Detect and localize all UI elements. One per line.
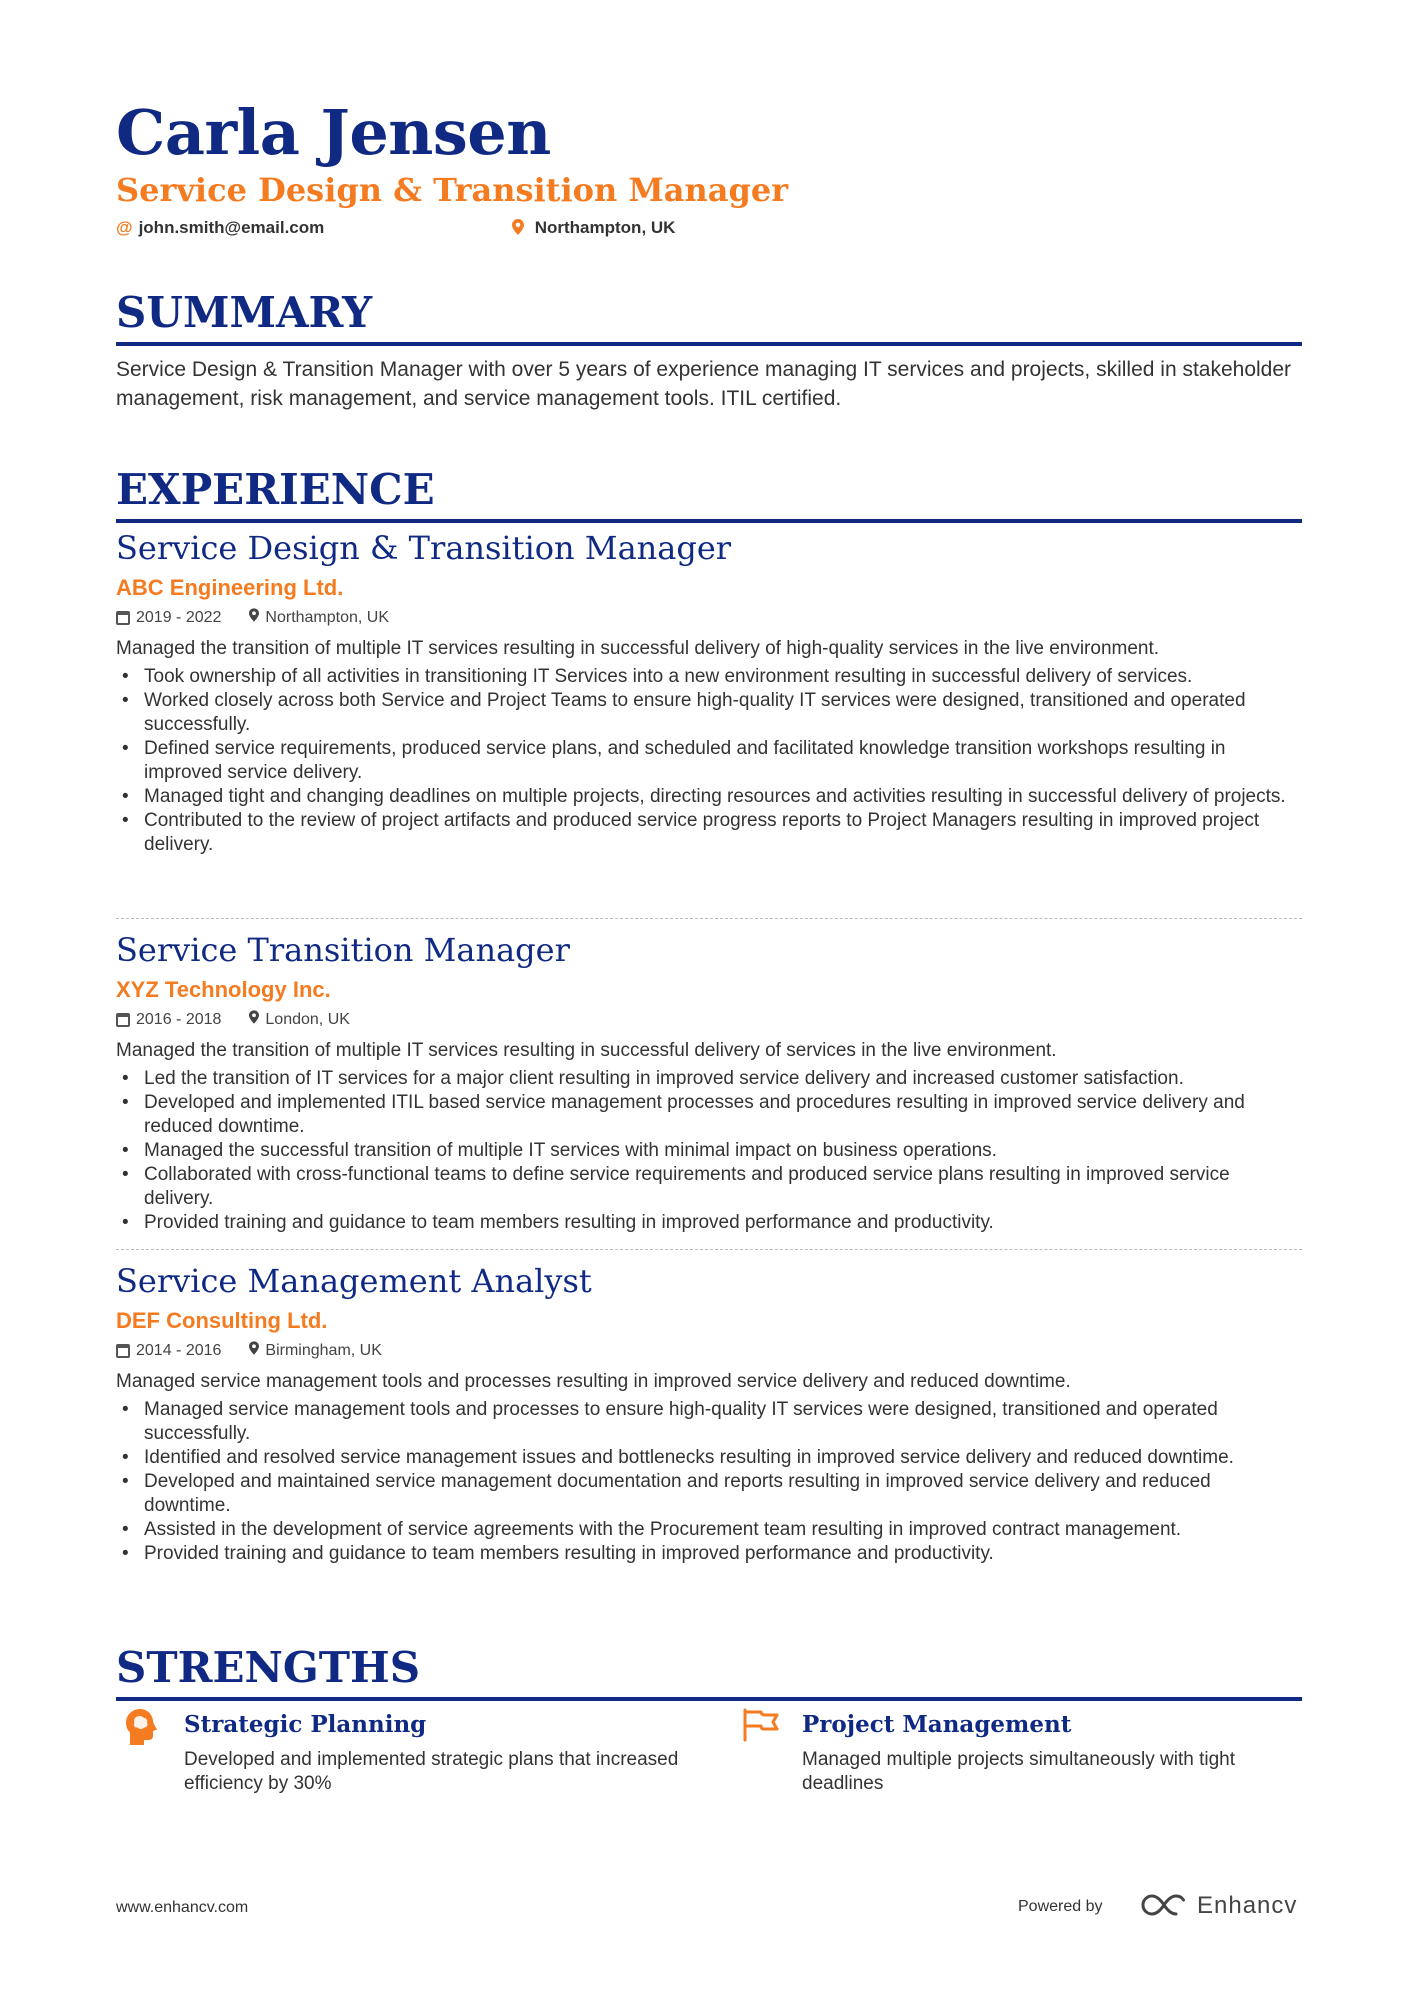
job-entry <box>116 1261 1302 1566</box>
job-company: DEF Consulting Ltd. <box>116 1308 328 1333</box>
enhancv-brand-text: Enhancv <box>1197 1892 1298 1919</box>
job-bullets <box>116 665 1302 857</box>
job-entry <box>116 930 1302 1235</box>
flag-icon <box>742 1708 776 1742</box>
job-bullets <box>116 1067 1302 1235</box>
job-divider <box>116 1249 1302 1250</box>
calendar-icon <box>116 1013 130 1027</box>
job-location: Birmingham, UK <box>265 1342 382 1359</box>
job-divider <box>116 918 1302 919</box>
job-bullets <box>116 1398 1302 1566</box>
job-dates: 2016 - 2018 <box>136 1011 222 1028</box>
job-title: Service Design & Transition Manager <box>116 529 732 567</box>
list-item: • Took ownership of all activities in transitioning IT Services into a new environment resulting in successful delivery of services. <box>116 665 1302 689</box>
strength-description: Managed multiple projects simultaneously with tight deadlines <box>802 1749 1235 1794</box>
job-company: ABC Engineering Ltd. <box>116 575 344 600</box>
summary-heading: SUMMARY <box>116 292 1302 346</box>
summary-text: Service Design & Transition Manager with over 5 years of experience managing IT services and projects, skilled in stakeholder management, risk management, and service management tools. ITIL certified. <box>116 358 1292 410</box>
location-pin-icon <box>249 1009 259 1031</box>
list-item: • Identified and resolved service management issues and bottlenecks resulting in improved service delivery and reduced downtime. <box>116 1446 1302 1470</box>
job-title: Service Transition Manager <box>116 931 570 969</box>
job-meta <box>116 1009 1302 1031</box>
location-pin-icon <box>249 607 259 629</box>
list-item: • Assisted in the development of service agreements with the Procurement team resulting in improved contract management. <box>116 1518 1302 1542</box>
experience-heading: EXPERIENCE <box>116 469 1302 523</box>
list-item: • Managed the successful transition of multiple IT services with minimal impact on business operations. <box>116 1139 1302 1163</box>
job-description: Managed service management tools and processes resulting in improved service delivery and reduced downtime. <box>116 1371 1071 1392</box>
email-text: john.smith@email.com <box>138 218 325 237</box>
list-item: • Developed and implemented ITIL based service management processes and procedures resulting in improved service delivery and reduced downtime. <box>116 1091 1302 1139</box>
email-icon: @ <box>116 218 133 237</box>
head-brain-icon <box>124 1708 158 1742</box>
strength-title: Strategic Planning <box>184 1711 427 1738</box>
list-item: • Provided training and guidance to team members resulting in improved performance and productivity. <box>116 1211 1302 1235</box>
contact-email[interactable] <box>116 219 324 236</box>
footer-url-link[interactable]: www.enhancv.com <box>116 1899 249 1916</box>
job-dates: 2014 - 2016 <box>136 1342 222 1359</box>
location-text: Northampton, UK <box>534 218 676 237</box>
list-item: • Collaborated with cross-functional teams to define service requirements and produced service plans resulting in improved service delivery. <box>116 1163 1302 1211</box>
location-pin-icon <box>512 218 529 237</box>
job-description: Managed the transition of multiple IT services resulting in successful delivery of high-quality services in the live environment. <box>116 638 1160 659</box>
location-pin-icon <box>249 1340 259 1362</box>
strength-title: Project Management <box>802 1711 1072 1738</box>
calendar-icon <box>116 611 130 625</box>
candidate-title: Service Design & Transition Manager <box>116 171 789 209</box>
list-item: • Led the transition of IT services for a major client resulting in improved service delivery and increased customer satisfaction. <box>116 1067 1302 1091</box>
job-meta <box>116 1340 1302 1362</box>
list-item: • Contributed to the review of project artifacts and produced service progress reports to Project Managers resulting in improved project delivery. <box>116 809 1302 857</box>
job-dates: 2019 - 2022 <box>136 609 222 626</box>
list-item: • Managed tight and changing deadlines on multiple projects, directing resources and activities resulting in successful delivery of projects. <box>116 785 1302 809</box>
strengths-heading: STRENGTHS <box>116 1647 1302 1701</box>
job-entry <box>116 528 1302 857</box>
job-description: Managed the transition of multiple IT services resulting in successful delivery of services in the live environment. <box>116 1040 1057 1061</box>
candidate-name: Carla Jensen <box>116 96 551 169</box>
strength-description: Developed and implemented strategic plans that increased efficiency by 30% <box>184 1749 679 1794</box>
job-location: Northampton, UK <box>265 609 390 626</box>
list-item: • Defined service requirements, produced service plans, and scheduled and facilitated knowledge transition workshops resulting in improved service delivery. <box>116 737 1302 785</box>
list-item: • Worked closely across both Service and Project Teams to ensure high-quality IT services were designed, transitioned and operated successfully. <box>116 689 1302 737</box>
calendar-icon <box>116 1344 130 1358</box>
job-company: XYZ Technology Inc. <box>116 977 331 1002</box>
contact-location <box>512 219 675 236</box>
job-location: London, UK <box>265 1011 350 1028</box>
job-title: Service Management Analyst <box>116 1262 592 1300</box>
enhancv-logo-icon[interactable] <box>1140 1890 1190 1920</box>
powered-by-label: Powered by <box>1018 1898 1103 1915</box>
job-meta <box>116 607 1302 629</box>
list-item: • Provided training and guidance to team members resulting in improved performance and productivity. <box>116 1542 1302 1566</box>
list-item: • Managed service management tools and processes to ensure high-quality IT services were designed, transitioned and operated successfully. <box>116 1398 1302 1446</box>
list-item: • Developed and maintained service management documentation and reports resulting in improved service delivery and reduced downtime. <box>116 1470 1302 1518</box>
